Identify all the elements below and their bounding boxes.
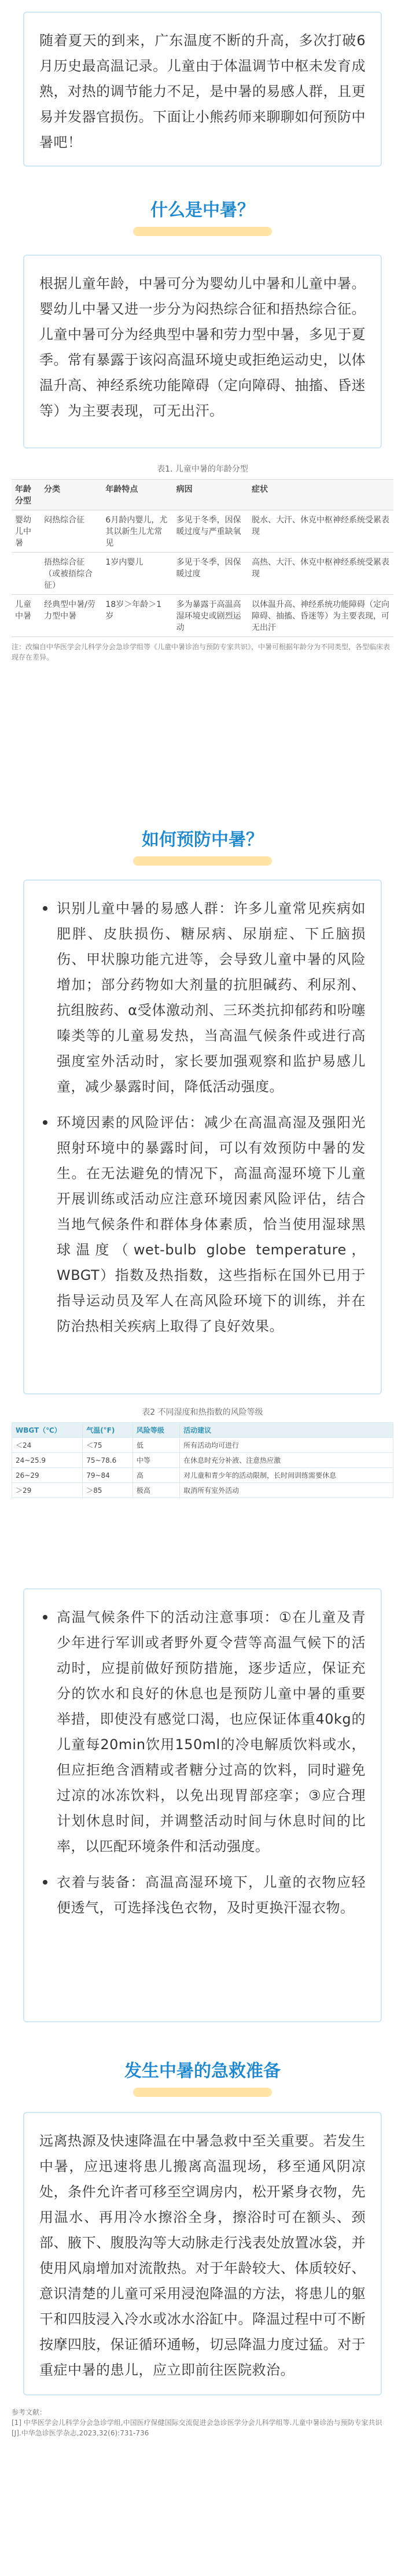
table-row [12,595,393,637]
table-cell: 多见于冬季，因保暖过度与严重缺氧 [173,510,248,553]
title-underline [133,227,272,236]
table-cell: 75~78.6 [83,1453,133,1468]
table1-caption: 表1. 儿童中暑的年龄分型 [157,465,248,474]
table2-header: WBGT（℃） [12,1423,83,1438]
table-cell: 婴幼儿中暑 [12,510,41,553]
table-cell: 极高 [132,1483,179,1498]
table-row [12,510,393,553]
table-cell: 脱水、大汗、休克中枢神经系统受累表现 [248,510,393,553]
table-cell: 闷热综合征 [41,510,102,553]
table-cell: 儿童中暑 [12,595,41,637]
table-cell: 以体温升高、神经系统功能障碍（定向障碍、抽搐、昏迷等）为主要表现，可无出汗 [248,595,393,637]
table2-header: 风险等级 [132,1423,179,1438]
table-cell: 取消所有室外活动 [180,1483,393,1498]
section-title: 发生中暑的急救准备 [124,2061,281,2081]
table1-header: 年龄分型 [12,480,41,510]
table-cell: 6月龄内婴儿，尤其以新生儿尤常见 [102,510,172,553]
table-cell: 多见于冬季，因保暖过度 [173,553,248,595]
references-title: 参考文献： [12,2408,47,2416]
table2-figure [12,1406,393,1498]
table-cell: 24~25.9 [12,1453,83,1468]
reference-item: [J].中华急诊医学杂志,2023,32(6):731-736 [12,2429,149,2437]
table-cell: ＜75 [83,1438,133,1453]
table-cell: 多为暴露于高温高湿环境史或剧烈运动 [173,595,248,637]
section-title: 如何预防中暑？ [142,830,263,850]
bullet-item: 高温气候条件下的活动注意事项：①在儿童及青少年进行军训或者野外夏令营等高温气候下的活动时，应提前做好预防措施，逐步适应，保证充分的饮水和良好的休息也是预防儿童中暑的重要举措，即使没有感觉口渴，也应保证体重40kg的儿童每20min饮用150ml的冷电解质饮料或水，但应拒绝含酒精或者糖分过高的饮料，同时避免过凉的冰冻饮料，以免出现胃部痉挛；③应合理计划休息时间，并调整活动时间与休息时间的比率，以匹配环境条件和活动强度。 [39,1605,366,1859]
table-row [12,1468,393,1483]
section3-text: 远离热源及快速降温在中暑急救中至关重要。若发生中暑，应迅速将患儿搬离高温现场，移至通风阴凉处，条件允许者可移至空调房内，松开紧身衣物，先用温水、再用冷水擦浴全身，擦浴时可在额头、颈部、腋下、腹股沟等大动脉走行浅表处放置冰袋，并使用风扇增加对流散热。对于年龄较大、体质较好、意识清楚的儿童可采用浸泡降温的方法，将患儿的躯干和四肢浸入冷水或冰水浴缸中。降温过程中可不断按摩四肢，保证循环通畅，切忌降温力度过猛。对于重症中暑的患儿，应立即前往医院救治。 [39,2133,366,2378]
table-row [12,1483,393,1498]
table-cell: 在休息时充分补液、注意热应激 [180,1453,393,1468]
table-cell: ＞85 [83,1483,133,1498]
section1-text: 根据儿童年龄，中暑可分为婴幼儿中暑和儿童中暑。婴幼儿中暑又进一步分为闷热综合征和捂热综合征。儿童中暑可分为经典型中暑和劳力型中暑，多见于夏季。常有暴露于该闷高温环境史或拒绝运动史，以体温升高、神经系统功能障碍（定向障碍、抽搐、昏迷等）为主要表现，可无出汗。 [39,275,366,419]
table-cell: 高 [132,1468,179,1483]
section-prevention-heading [0,829,405,866]
table-cell [12,553,41,595]
section-what-is-heatstroke-heading [0,199,405,236]
title-underline [133,2088,272,2097]
table-cell: ＞29 [12,1483,83,1498]
table-cell: ＜24 [12,1438,83,1453]
intro-box [23,12,382,167]
bullet-item: 衣着与装备：高温高湿环境下，儿童的衣物应轻便透气，可选择浅色衣物，及时更换汗湿衣物。 [39,1870,366,1920]
table-cell: 高热、大汗、休克中枢神经系统受累表现 [248,553,393,595]
table2-caption: 表2 不同湿度和热指数的风险等级 [142,1408,263,1417]
section2b-box [23,1588,382,2022]
table-cell: 捂热综合征（或被捂综合征） [41,553,102,595]
bullet-item: 识别儿童中暑的易感人群：许多儿童常见疾病如肥胖、皮肤损伤、糖尿病、尿崩症、下丘脑损伤、甲状腺功能亢进等，会导致儿童中暑的风险增加；部分药物如大剂量的抗胆碱药、利尿剂、抗组胺药、α受体激动剂、三环类抗抑郁药和吩噻嗪类等的儿童易发热，当高温气候条件或进行高强度室外活动时，家长要加强观察和监护易感儿童，减少暴露时间，降低活动强度。 [39,896,366,1099]
age-type-table [12,479,393,637]
table-row [12,1453,393,1468]
references [12,2407,393,2438]
table1-header: 年龄特点 [102,480,172,510]
table1-header: 病因 [173,480,248,510]
reference-item: [1] 中华医学会儿科学分会急诊学组,中国医疗保健国际交流促进会急诊医学分会儿科学组等.儿童中暑诊治与预防专家共识 [12,2419,382,2427]
table-cell: 经典型中暑/劳力型中暑 [41,595,102,637]
section1-box [23,255,382,448]
bullet-item: 环境因素的风险评估：减少在高温高湿及强阳光照射环境中的暴露时间，可以有效预防中暑的发生。在无法避免的情况下，高温高湿环境下儿童开展训练或活动应注意环境因素风险评估，结合当地气候条件和群体身体素质，恰当使用湿球黑球温度（wet-bulb globe temperature，WBGT）指数及热指数，这些指标在国外已用于指导运动员及军人在高风险环境下的训练，并在防治热相关疾病上取得了良好效果。 [39,1110,366,1339]
table-cell: 26~29 [12,1468,83,1483]
section3-box [23,2112,382,2395]
table1-figure [12,463,393,663]
table-cell: 低 [132,1438,179,1453]
table1-note: 注：改编自中华医学会儿科学分会急诊学组等《儿童中暑诊治与预防专家共识》，中暑可根据年龄分为不同类型，各型临床表现存在差异。 [12,643,391,661]
section-title: 什么是中暑？ [150,200,255,220]
table-cell: 18岁＞年龄＞1岁 [102,595,172,637]
table-cell: 所有活动均可进行 [180,1438,393,1453]
table-cell: 79~84 [83,1468,133,1483]
table-row [12,1438,393,1453]
table1-header: 分类 [41,480,102,510]
section2-box [23,879,382,1394]
table2-header: 气温(°F) [83,1423,133,1438]
table2-header: 活动建议 [180,1423,393,1438]
table-cell: 中等 [132,1453,179,1468]
section-first-aid-heading [0,2060,405,2097]
intro-text: 随着夏天的到来，广东温度不断的升高，多次打破6月历史最高温记录。儿童由于体温调节中枢未发育成熟，对热的调节能力不足，是中暑的易感人群，且更易并发器官损伤。下面让小熊药师来聊聊如何预防中暑吧！ [39,32,366,150]
table-row [12,553,393,595]
wbgt-table [12,1422,393,1498]
table-cell: 1岁内婴儿 [102,553,172,595]
title-underline [133,856,272,866]
table1-header: 症状 [248,480,393,510]
table-cell: 对儿童和青少年的活动限制，长时间训练需要休息 [180,1468,393,1483]
